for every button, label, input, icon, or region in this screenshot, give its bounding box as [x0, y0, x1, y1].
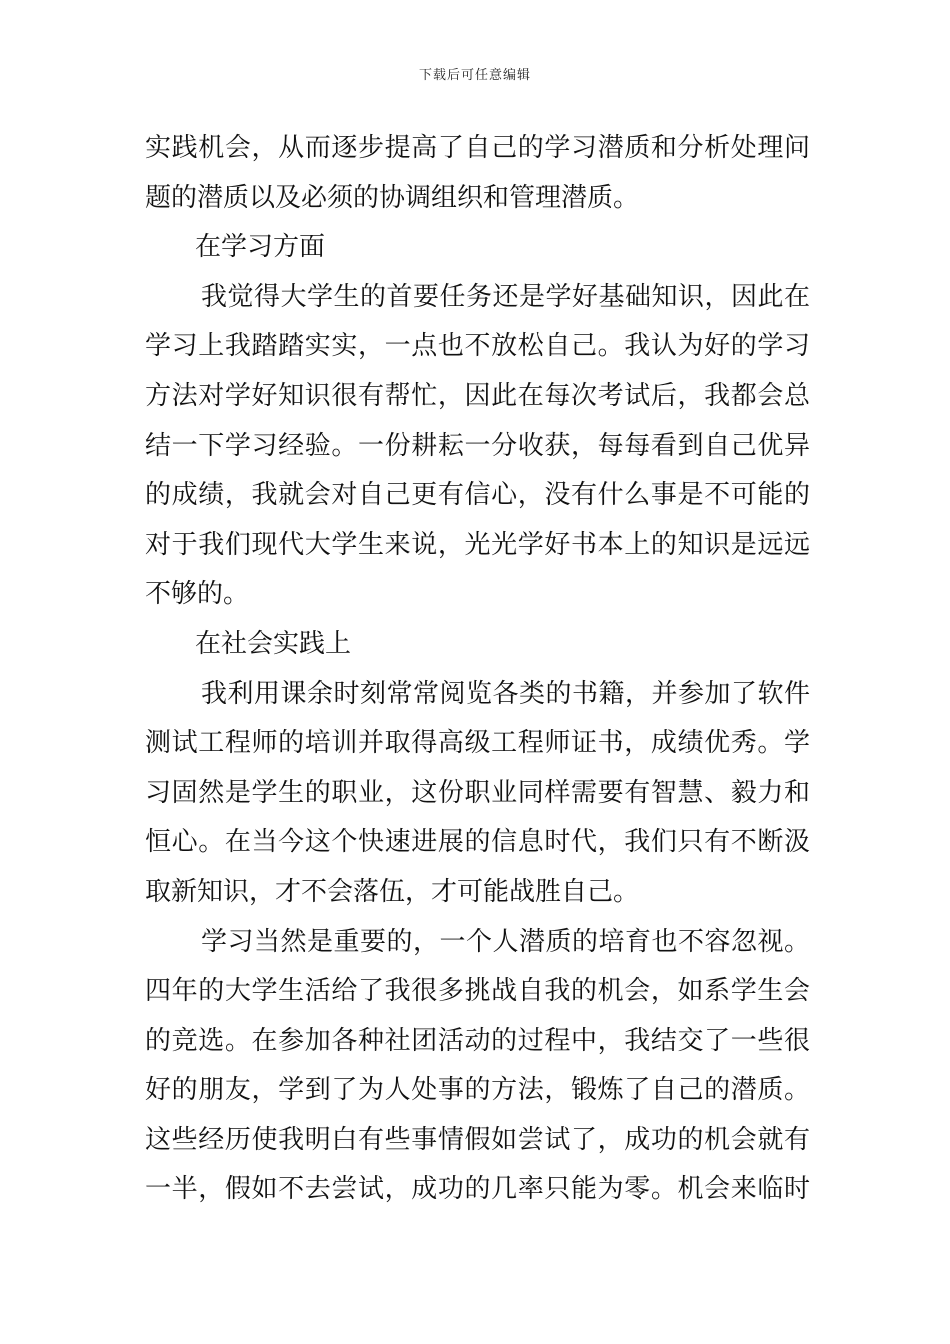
- text-line: 结一下学习经验。一份耕耘一分收获，每每看到自己优异: [145, 430, 810, 461]
- text-line: 实践机会，从而逐步提高了自己的学习潜质和分析处理问: [145, 133, 810, 163]
- paragraph-first-line: 我觉得大学生的首要任务还是学好基础知识，因此在: [201, 281, 810, 312]
- text-line: 这些经历使我明白有些事情假如尝试了，成功的机会就有: [145, 1124, 810, 1155]
- text-line: 对于我们现代大学生来说，光光学好书本上的知识是远远: [145, 529, 810, 560]
- section-heading: 在社会实践上: [195, 628, 352, 659]
- text-line: 题的潜质以及必须的协调组织和管理潜质。: [145, 182, 640, 213]
- text-line: 学习上我踏踏实实，一点也不放松自己。我认为好的学习: [145, 331, 810, 362]
- text-line: 不够的。: [145, 579, 250, 610]
- text-line: 习固然是学生的职业，这份职业同样需要有智慧、毅力和: [145, 777, 810, 808]
- paragraph-first-line: 学习当然是重要的，一个人潜质的培育也不容忽视。: [201, 926, 810, 957]
- text-line: 方法对学好知识很有帮忙，因此在每次考试后，我都会总: [145, 380, 810, 411]
- document-body: [145, 124, 810, 1215]
- text-line: 取新知识，才不会落伍，才可能战胜自己。: [145, 876, 640, 907]
- text-line: 一半，假如不去尝试，成功的几率只能为零。机会来临时: [145, 1174, 810, 1205]
- page-header: 下载后可任意编辑: [418, 68, 531, 83]
- text-line: 四年的大学生活给了我很多挑战自我的机会，如系学生会: [145, 976, 810, 1007]
- text-line: 的竞选。在参加各种社团活动的过程中，我结交了一些很: [145, 1025, 810, 1056]
- paragraph-first-line: 我利用课余时刻常常阅览各类的书籍，并参加了软件: [201, 678, 810, 709]
- text-line: 测试工程师的培训并取得高级工程师证书，成绩优秀。学: [145, 728, 810, 759]
- text-line: 的成绩，我就会对自己更有信心，没有什么事是不可能的: [145, 480, 810, 511]
- section-heading: 在学习方面: [195, 232, 326, 263]
- text-line: 恒心。在当今这个快速进展的信息时代，我们只有不断汲: [145, 827, 810, 858]
- text-line: 好的朋友，学到了为人处事的方法，锻炼了自己的潜质。: [145, 1075, 810, 1106]
